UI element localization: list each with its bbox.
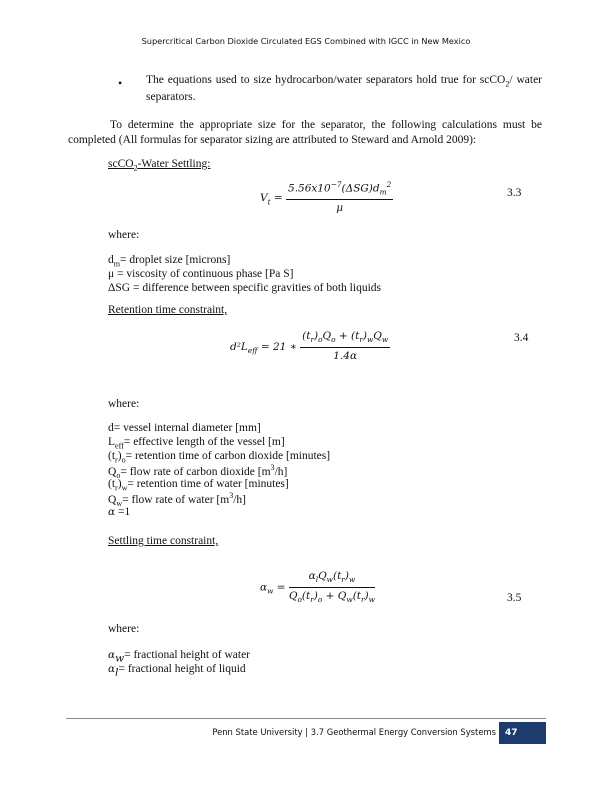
- bullet-text: The equations used to size hydrocarbon/water separators hold true for scCO$_2$/ water separators.: [146, 74, 542, 103]
- bullet-marker: •: [118, 76, 123, 90]
- def-specific-gravity: ΔSG = difference between specific gravities of both liquids: [108, 282, 381, 294]
- equation-number-3-3: 3.3: [507, 187, 522, 199]
- section-heading-settling-time: Settling time constraint,: [108, 535, 219, 547]
- def-effective-length: $L_{eff}=$ effective length of the vessel [m]: [108, 436, 285, 451]
- def-viscosity: μ = viscosity of continuous phase [Pa S]: [108, 268, 294, 280]
- running-header: Supercritical Carbon Dioxide Circulated EGS Combined with IGCC in New Mexico: [141, 36, 471, 46]
- def-flow-co2: $Q_o=$ flow rate of carbon dioxide $[m^3/h]$: [108, 463, 288, 481]
- equation-3-5: $\alpha_w$ = $\frac{\alpha_lQ_w(t_r)_w}{Q_o(t_r)_o + Q_w(t_r)_w}$: [260, 570, 375, 604]
- footer-rule: [66, 718, 546, 719]
- footer-text: Penn State University | 3.7 Geothermal Energy Conversion Systems: [212, 727, 496, 737]
- where-label-2: where:: [108, 398, 140, 410]
- equation-3-4: $d^2L_{eff} = 21$ ∗ $\frac{(t_r)_oQ_o + (t_r)_wQ_w}{1.4\alpha}$: [230, 330, 389, 362]
- equation-number-3-5: 3.5: [507, 592, 522, 604]
- def-droplet-size: $d_m=$ droplet size [microns]: [108, 254, 231, 269]
- def-flow-water: $Q_w=$ flow rate of water $[m^3/h]$: [108, 491, 247, 509]
- def-retention-co2: $(t_r)_o=$ retention time of carbon dioxide [minutes]: [108, 450, 331, 465]
- def-vessel-diameter: d= vessel internal diameter [mm]: [108, 422, 261, 434]
- equation-number-3-4: 3.4: [514, 332, 529, 344]
- def-retention-water: $(t_r)_w=$ retention time of water [minutes]: [108, 478, 289, 493]
- def-alpha: α =1: [108, 506, 131, 518]
- def-fraction-liquid: $\alpha_l=$ fractional height of liquid: [108, 663, 246, 679]
- equation-3-3: $V_t$ = $\frac{5.56x10^{-7}(\Delta SG)d_m^2}{\mu}$: [260, 180, 392, 215]
- where-label-1: where:: [108, 229, 140, 241]
- def-fraction-water: $\alpha_w=$ fractional height of water: [108, 649, 250, 665]
- page-number: 47: [499, 722, 546, 744]
- where-label-3: where:: [108, 623, 140, 635]
- section-heading-retention: Retention time constraint,: [108, 304, 228, 316]
- intro-paragraph: To determine the appropriate size for the separator, the following calculations must be completed (All formulas for separator sizing are attributed to Steward and Arnold 2009):: [68, 119, 542, 147]
- section-heading-settling: scCO$_2$-Water Settling:: [108, 158, 211, 173]
